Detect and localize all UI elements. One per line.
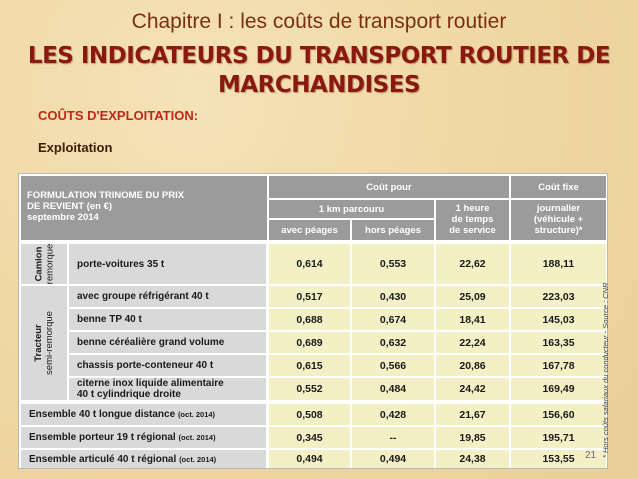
cell-heure: 19,85: [436, 427, 509, 448]
group-tracteur-line-2: semi-remorque: [44, 311, 56, 375]
cell-hors-peages: 0,674: [352, 309, 434, 330]
cell-journalier: 188,11: [511, 244, 606, 284]
cell-heure: 22,62: [436, 244, 509, 284]
row-label-text: Ensemble 40 t longue distance: [29, 409, 176, 420]
heure-line-2: de temps: [451, 214, 494, 225]
cell-hors-peages: 0,430: [352, 286, 434, 307]
cell-hors-peages: --: [352, 427, 434, 448]
source-note: * Hors coûts salariaux du conducteur - Source : CNR: [601, 282, 610, 458]
cell-avec-peages: 0,614: [269, 244, 350, 284]
row-label-note: (oct. 2014): [179, 454, 217, 464]
row-label: [69, 378, 267, 400]
table-row: [21, 404, 607, 425]
header-cout-fixe: Coût fixe: [511, 176, 606, 198]
row-label-note: (oct. 2014): [177, 410, 216, 419]
cost-table: [18, 173, 608, 469]
cell-journalier: 167,78: [511, 355, 606, 376]
cell-journalier: 163,35: [511, 332, 606, 353]
header-line-1: FORMULATION TRINOME DU PRIX: [27, 190, 185, 201]
table-row: [21, 450, 607, 468]
section-subtitle: COÛTS D'EXPLOITATION:: [38, 108, 199, 123]
cell-journalier: 223,03: [511, 286, 606, 307]
row-label: [21, 404, 267, 425]
header-heure-service: [436, 200, 509, 240]
row-label: [21, 450, 267, 468]
table-row: [69, 355, 607, 376]
row-label: chassis porte-conteneur 40 t: [69, 355, 267, 376]
cell-avec-peages: 0,508: [269, 404, 350, 425]
group-camion-line-1: Camion: [32, 246, 44, 282]
journalier-line-1: journalier: [536, 203, 581, 214]
header-avec-peages: avec péages: [269, 220, 350, 240]
cell-avec-peages: 0,688: [269, 309, 350, 330]
cell-avec-peages: 0,615: [269, 355, 350, 376]
cell-journalier: 195,71: [511, 427, 606, 448]
row-label: benne TP 40 t: [69, 309, 267, 330]
cell-heure: 24,42: [436, 378, 509, 400]
table-row: [69, 309, 607, 330]
row-label: porte-voitures 35 t: [69, 244, 267, 284]
cell-avec-peages: 0,345: [269, 427, 350, 448]
cell-avec-peages: 0,494: [269, 450, 350, 468]
cell-hors-peages: 0,484: [352, 378, 434, 400]
cell-avec-peages: 0,689: [269, 332, 350, 353]
header-hors-peages: hors péages: [352, 220, 434, 240]
journalier-line-3: structure)*: [534, 225, 583, 236]
header-cout-pour: Coût pour: [269, 176, 509, 198]
cell-heure: 18,41: [436, 309, 509, 330]
journalier-line-2: (véhicule +: [533, 214, 584, 225]
group-tracteur-line-1: Tracteur: [33, 324, 45, 362]
row-label-text: Ensemble porteur 19 t régional: [29, 432, 176, 443]
cell-hors-peages: 0,494: [352, 450, 434, 468]
cell-avec-peages: 0,552: [269, 378, 350, 400]
row-label: avec groupe réfrigérant 40 t: [69, 286, 267, 307]
cell-heure: 22,24: [436, 332, 509, 353]
header-line-2: DE REVIENT (en €): [27, 201, 112, 212]
heure-line-3: de service: [449, 225, 496, 236]
section-label: Exploitation: [38, 140, 113, 155]
table-header-title: [21, 176, 267, 240]
cell-journalier: 156,60: [511, 404, 606, 425]
group-camion-line-2: remorque: [43, 243, 55, 285]
cell-journalier: 153,55: [511, 450, 606, 468]
cell-avec-peages: 0,517: [269, 286, 350, 307]
row-label: [21, 427, 267, 448]
group-camion-remorque: [21, 244, 67, 284]
table-row: [69, 286, 607, 307]
row-label-note: (oct. 2014): [178, 433, 216, 442]
cell-hors-peages: 0,553: [352, 244, 434, 284]
cell-hors-peages: 0,632: [352, 332, 434, 353]
header-line-3: septembre 2014: [27, 212, 99, 223]
cell-hors-peages: 0,428: [352, 404, 434, 425]
group-tracteur-semi-remorque: [21, 286, 67, 400]
cell-journalier: 169,49: [511, 378, 606, 400]
source-sidebar: [592, 173, 626, 469]
row-label: benne céréalière grand volume: [69, 332, 267, 353]
page-number: 21: [585, 450, 597, 461]
row-label-line-1: citerne inox liquide alimentaire: [77, 378, 224, 389]
row-label-line-2: 40 t cylindrique droite: [77, 389, 181, 400]
row-label-text: Ensemble articulé 40 t régional: [29, 453, 177, 465]
cell-heure: 25,09: [436, 286, 509, 307]
cell-heure: 24,38: [436, 450, 509, 468]
chapter-heading: Chapitre I : les coûts de transport routier: [131, 10, 507, 33]
header-km-parcouru: 1 km parcouru: [269, 200, 434, 218]
cell-journalier: 145,03: [511, 309, 606, 330]
table-row: [69, 244, 607, 284]
table-row: [69, 332, 607, 353]
cell-heure: 21,67: [436, 404, 509, 425]
slide-title: LES INDICATEURS DU TRANSPORT ROUTIER DE MARCHANDISES: [27, 43, 611, 98]
heure-line-1: 1 heure: [455, 203, 490, 214]
table-row: [69, 378, 607, 400]
table-row: [21, 427, 607, 448]
cell-heure: 20,86: [436, 355, 509, 376]
cell-hors-peages: 0,566: [352, 355, 434, 376]
